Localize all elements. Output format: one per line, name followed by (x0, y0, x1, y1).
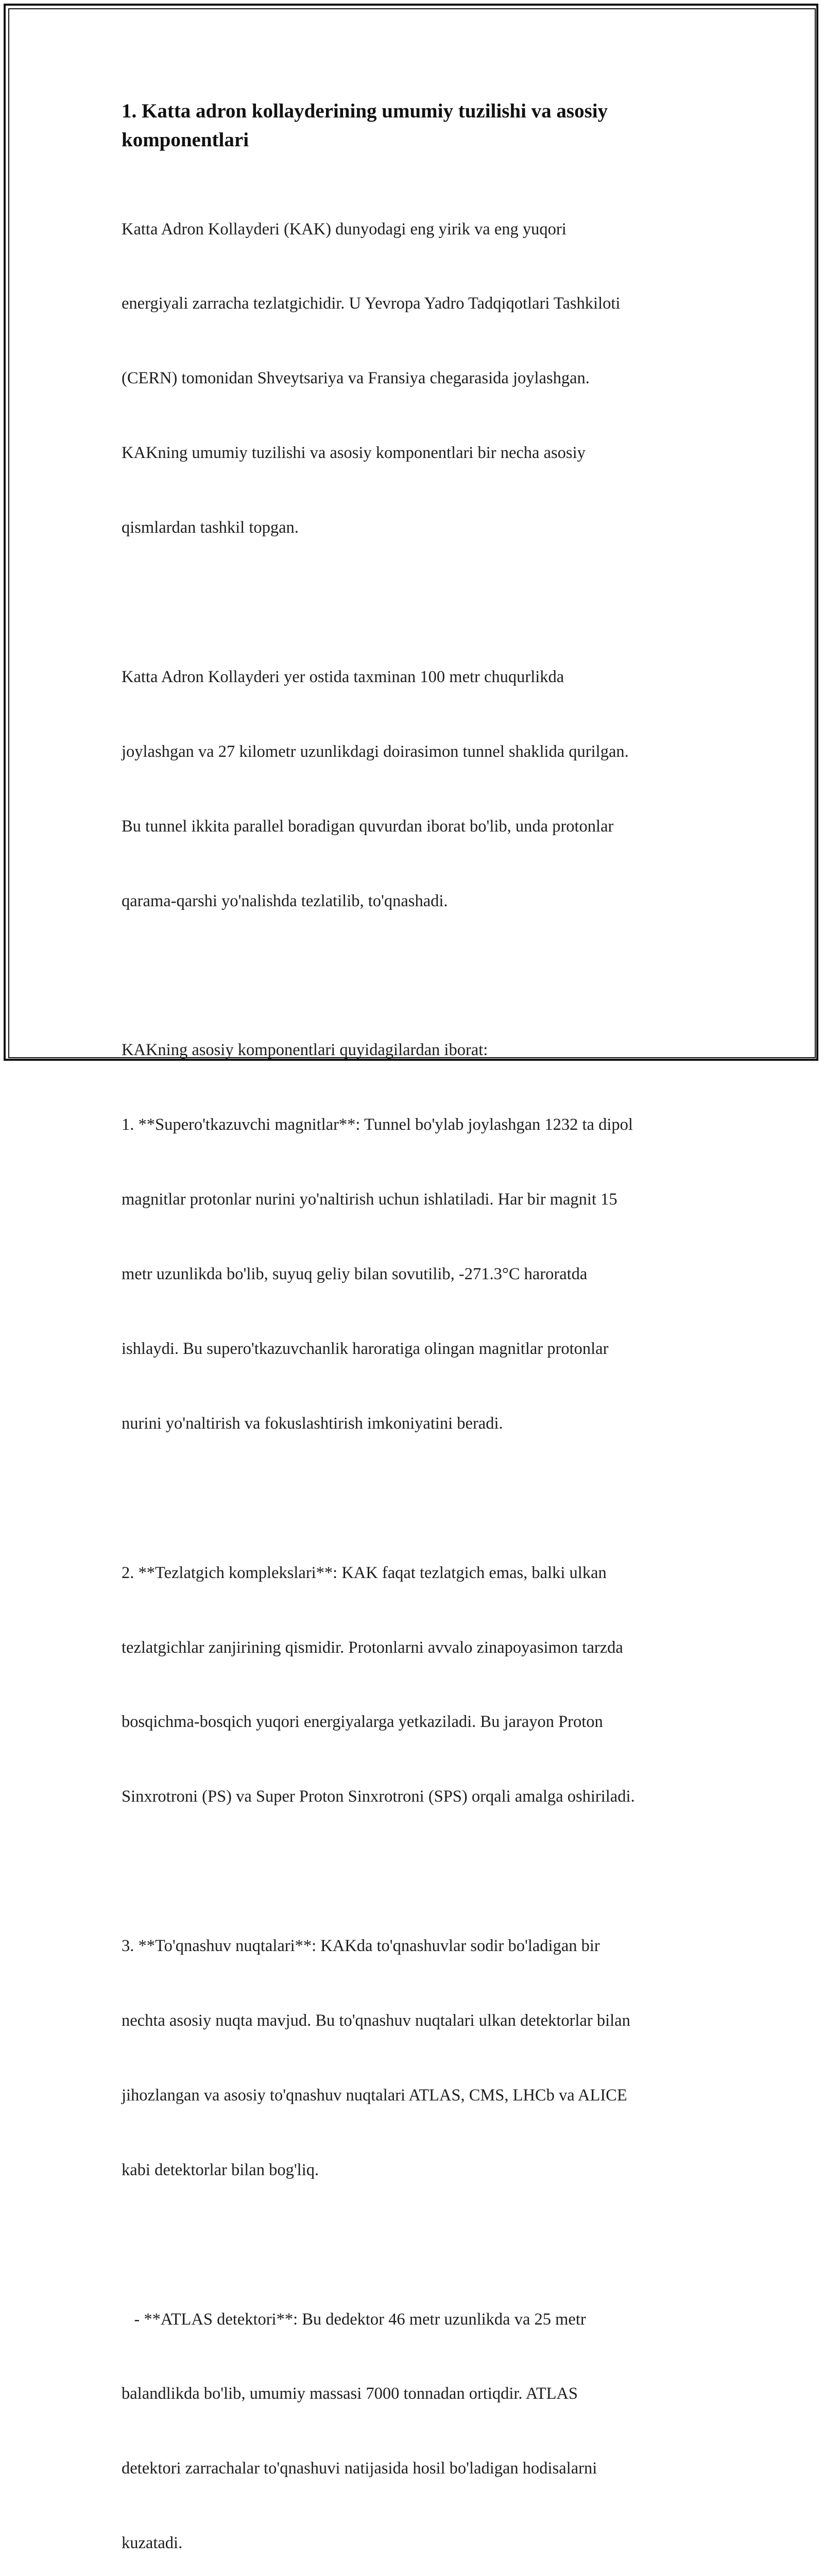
document-content (122, 97, 714, 2576)
text-line: balandlikda bo'lib, umumiy massasi 7000 tonnadan ortiqdir. ATLAS (122, 2384, 578, 2403)
text-line: nechta asosiy nuqta mavjud. Bu to'qnashuv nuqtalari ulkan detektorlar bilan (122, 2011, 630, 2030)
text-line: joylashgan va 27 kilometr uzunlikdagi doirasimon tunnel shaklida qurilgan. (122, 742, 629, 761)
text-line: metr uzunlikda bo'lib, suyuq geliy bilan sovutilib, -271.3°C haroratda (122, 1265, 588, 1284)
text-line: KAKning umumiy tuzilishi va asosiy komponentlari bir necha asosiy (122, 444, 586, 463)
text-line: energiyali zarracha tezlatgichidir. U Yevropa Yadro Tadqiqotlari Tashkiloti (122, 294, 621, 313)
text-line: 2. **Tezlatgich komplekslari**: KAK faqat tezlatgich emas, balki ulkan (122, 1563, 607, 1582)
text-line: - **ATLAS detektori**: Bu dedektor 46 metr uzunlikda va 25 metr (122, 2310, 586, 2329)
text-line: KAKning asosiy komponentlari quyidagilardan iborat: (122, 1041, 488, 1060)
text-line: qismlardan tashkil topgan. (122, 518, 299, 537)
text-line: 3. **To'qnashuv nuqtalari**: KAKda to'qnashuvlar sodir bo'ladigan bir (122, 1937, 600, 1956)
text-line: detektori zarrachalar to'qnashuvi natijasida hosil bo'ladigan hodisalarni (122, 2459, 597, 2478)
heading-line-2: komponentlari (122, 129, 249, 151)
blank-line (122, 1486, 714, 1511)
blank-line (122, 2232, 714, 2257)
text-line: Bu tunnel ikkita parallel boradigan quvurdan iborat bo'lib, unda protonlar (122, 817, 614, 836)
blank-line (122, 590, 714, 615)
text-line: 1. **Supero'tkazuvchi magnitlar**: Tunnel bo'ylab joylashgan 1232 ta dipol (122, 1115, 633, 1134)
text-line: kabi detektorlar bilan bog'liq. (122, 2160, 319, 2179)
text-line: magnitlar protonlar nurini yo'naltirish uchun ishlatiladi. Har bir magnit 15 (122, 1190, 617, 1209)
text-line: ishlaydi. Bu supero'tkazuvchanlik haroratiga olingan magnitlar protonlar (122, 1339, 609, 1358)
text-line: tezlatgichlar zanjirining qismidir. Protonlarni avvalo zinapoyasimon tarzda (122, 1638, 623, 1657)
text-line: Katta Adron Kollayderi (KAK) dunyodagi eng yirik va eng yuqori (122, 219, 566, 239)
text-line: kuzatadi. (122, 2534, 183, 2553)
text-line: Sinxrotroni (PS) va Super Proton Sinxrotroni (SPS) orqali amalga oshiriladi. (122, 1787, 635, 1806)
text-line: qarama-qarshi yo'nalishda tezlatilib, to'qnashadi. (122, 891, 448, 910)
text-line: Katta Adron Kollayderi yer ostida taxminan 100 metr chuqurlikda (122, 667, 564, 686)
text-line: jihozlangan va asosiy to'qnashuv nuqtalari ATLAS, CMS, LHCb va ALICE (122, 2086, 627, 2105)
blank-line (122, 963, 714, 988)
document-body (122, 167, 714, 2576)
text-line: (CERN) tomonidan Shveytsariya va Fransiya chegarasida joylashgan. (122, 369, 590, 388)
document-heading (122, 97, 714, 155)
text-line: nurini yo'naltirish va fokuslashtirish imkoniyatini beradi. (122, 1414, 503, 1433)
text-line: bosqichma-bosqich yuqori energiyalarga yetkaziladi. Bu jarayon Proton (122, 1713, 603, 1732)
blank-line (122, 1859, 714, 1884)
heading-line-1: 1. Katta adron kollayderining umumiy tuzilishi va asosiy (122, 100, 608, 122)
